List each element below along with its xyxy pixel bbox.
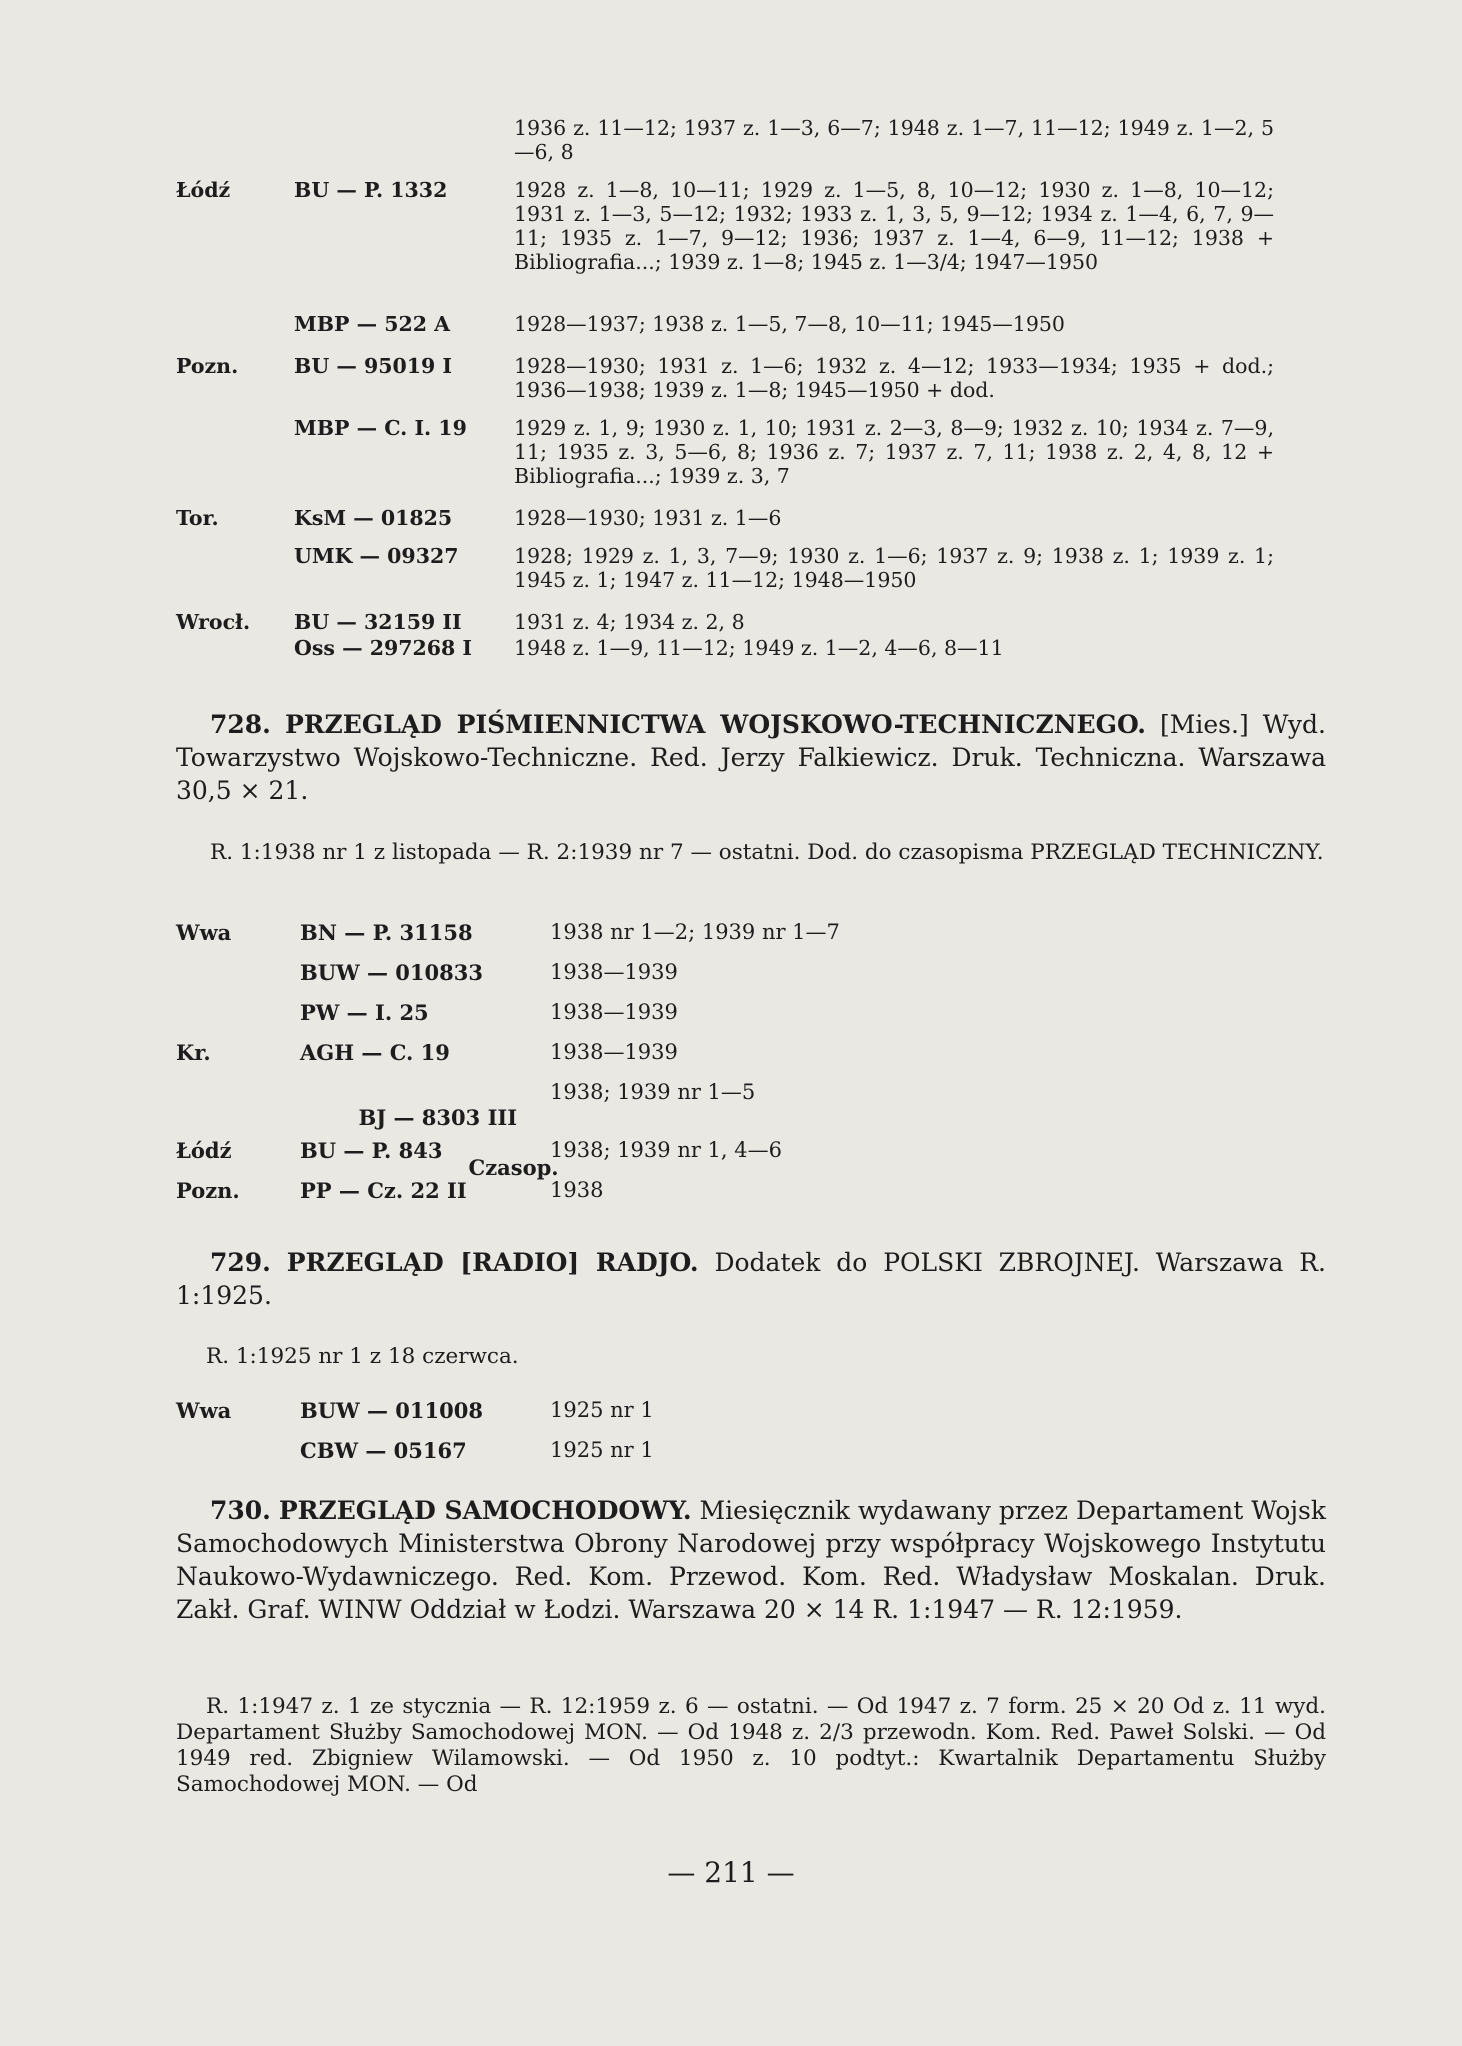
holding-row [176,178,1274,312]
holding-row [176,920,1050,960]
holding-years: 1938—1939 [550,1000,678,1024]
holding-signature: MBP — 522 A [294,312,451,336]
entry-728 [176,708,1326,807]
holding-row [176,354,1274,416]
holding-years: 1928—1930; 1931 z. 1—6; 1932 z. 4—12; 1933—1934; 1935 + dod.; 1936—1938; 1939 z. 1—8; 1945—1950 + dod. [514,354,1274,402]
holding-years: 1938—1939 [550,1040,678,1064]
holding-signature: KsM — 01825 [294,506,453,530]
holding-years: 1936 z. 11—12; 1937 z. 1—3, 6—7; 1948 z. 1—7, 11—12; 1949 z. 1—2, 5—6, 8 [514,116,1274,164]
holding-city: Łódź [176,1138,232,1163]
holding-signature: BU — 95019 I [294,354,453,378]
holding-signature: BU — P. 843 [300,1138,443,1163]
holding-row [176,960,1050,1000]
holding-row [176,506,1274,544]
holding-signature: BU — 32159 II [294,610,462,634]
entry-729-note: R. 1:1925 nr 1 z 18 czerwca. [206,1344,519,1369]
entry-title: PRZEGLĄD [RADIO] RADJO. [286,1248,699,1277]
holding-years: 1938; 1939 nr 1—5 [550,1080,756,1104]
holding-city: Łódź [176,178,231,202]
holding-signature: BUW — 010833 [300,960,483,985]
holdings-table-top [176,116,1274,662]
holding-years: 1948 z. 1—9, 11—12; 1949 z. 1—2, 4—6, 8—11 [514,636,1004,660]
holding-years: 1938; 1939 nr 1, 4—6 [550,1138,782,1162]
holding-signature: BUW — 011008 [300,1398,483,1423]
holding-row [176,1040,1050,1080]
holding-years: 1925 nr 1 [550,1398,654,1422]
entry-number: 730. [210,1496,271,1525]
holding-row [176,416,1274,506]
holding-city: Wwa [176,1398,232,1423]
holding-city: Pozn. [176,1178,240,1203]
holding-signature: AGH — C. 19 [300,1040,450,1065]
holding-row [176,544,1274,610]
holding-city: Pozn. [176,354,239,378]
entry-description: Miesięcznik wydawany przez Departament Wojsk Samochodowych Ministerstwa Obrony Narodowej przy współpracy Wojskowego Instytutu Naukowo-Wydawniczego. Red. Kom. Przewod. Kom. Red. Władysław Moskalan. Druk. Zakł. Graf. WINW Oddział w Łodzi. Warszawa 20 × 14 R. 1:1947 — R. 12:1959. [176,1496,1326,1624]
entry-729-holdings [176,1398,1050,1478]
holding-years: 1938 nr 1—2; 1939 nr 1—7 [550,920,840,944]
holding-years: 1928—1930; 1931 z. 1—6 [514,506,782,530]
holding-signature: UMK — 09327 [294,544,459,568]
holding-years: 1928; 1929 z. 1, 3, 7—9; 1930 z. 1—6; 1937 z. 9; 1938 z. 1; 1939 z. 1; 1945 z. 1; 1947 z. 11—12; 1948—1950 [514,544,1274,592]
holding-signature-line1: BJ — 8303 III [358,1105,518,1130]
entry-title: PRZEGLĄD SAMOCHODOWY. [278,1496,692,1525]
holding-years: 1928 z. 1—8, 10—11; 1929 z. 1—5, 8, 10—12; 1930 z. 1—8, 10—12; 1931 z. 1—3, 5—12; 1932; 1933 z. 1, 3, 5, 9—12; 1934 z. 1—4, 6, 7, 9—11; 1935 z. 1—7, 9—12; 1936; 1937 z. 1—4, 6—9, 11—12; 1938 + Bibliografia...; 1939 z. 1—8; 1945 z. 1—3/4; 1947—1950 [514,178,1274,274]
entry-730-note: R. 1:1947 z. 1 ze stycznia — R. 12:1959 z. 6 — ostatni. — Od 1947 z. 7 form. 25 × 20 Od z. 11 wyd. Departament Służby Samochodowej MON. — Od 1948 z. 2/3 przewodn. Kom. Red. Paweł Solski. — Od 1949 red. Zbigniew Wilamowski. — Od 1950 z. 10 podtyt.: Kwartalnik Departamentu Służby Samochodowej MON. — Od [176,1694,1326,1797]
holding-row [176,116,1274,178]
entry-728-holdings [176,920,1050,1218]
holding-signature: Oss — 297268 I [294,636,473,660]
holding-row [176,312,1274,354]
holding-city: Kr. [176,1040,211,1065]
holding-row [176,1000,1050,1040]
holding-signature: CBW — 05167 [300,1438,467,1463]
holding-signature: MBP — C. I. 19 [294,416,467,440]
entry-728-note: R. 1:1938 nr 1 z listopada — R. 2:1939 nr 7 — ostatni. Dod. do czasopisma PRZEGLĄD TECHNICZNY. [210,840,1324,865]
holding-signature: PP — Cz. 22 II [300,1178,467,1203]
holding-row [176,610,1274,636]
holding-years: 1938—1939 [550,960,678,984]
holding-years: 1928—1937; 1938 z. 1—5, 7—8, 10—11; 1945—1950 [514,312,1065,336]
entry-730 [176,1494,1326,1626]
holding-years: 1925 nr 1 [550,1438,654,1462]
page-number: — 211 — [667,1856,795,1889]
holding-city: Wwa [176,920,232,945]
holding-years: 1929 z. 1, 9; 1930 z. 1, 10; 1931 z. 2—3, 8—9; 1932 z. 10; 1934 z. 7—9, 11; 1935 z. 3, 5—6, 8; 1936 z. 7; 1937 z. 7, 11; 1938 z. 2, 4, 8, 12 + Bibliografia...; 1939 z. 3, 7 [514,416,1274,488]
holding-row [176,1178,1050,1218]
entry-number: 729. [210,1248,271,1277]
holding-row [176,636,1274,662]
holding-row [176,1398,1050,1438]
holding-city: Tor. [176,506,219,530]
holding-signature: BN — P. 31158 [300,920,473,945]
holding-signature: BU — P. 1332 [294,178,448,202]
holding-row [176,1438,1050,1478]
holding-signature: PW — I. 25 [300,1000,429,1025]
entry-description: Dodatek do POLSKI ZBROJNEJ. Warszawa R. 1:1925. [176,1248,1326,1310]
entry-title: PRZEGLĄD PIŚMIENNICTWA WOJSKOWO-TECHNICZNEGO. [284,710,1146,739]
entry-729 [176,1246,1326,1312]
entry-number: 728. [210,710,271,739]
holding-city: Wrocł. [176,610,251,634]
entry-description: [Mies.] Wyd. Towarzystwo Wojskowo-Techniczne. Red. Jerzy Falkiewicz. Druk. Techniczna. Warszawa 30,5 × 21. [176,710,1326,805]
holding-years: 1938 [550,1178,604,1202]
holding-signature-line2: Czasop. [468,1155,559,1180]
holding-years: 1931 z. 4; 1934 z. 2, 8 [514,610,745,634]
